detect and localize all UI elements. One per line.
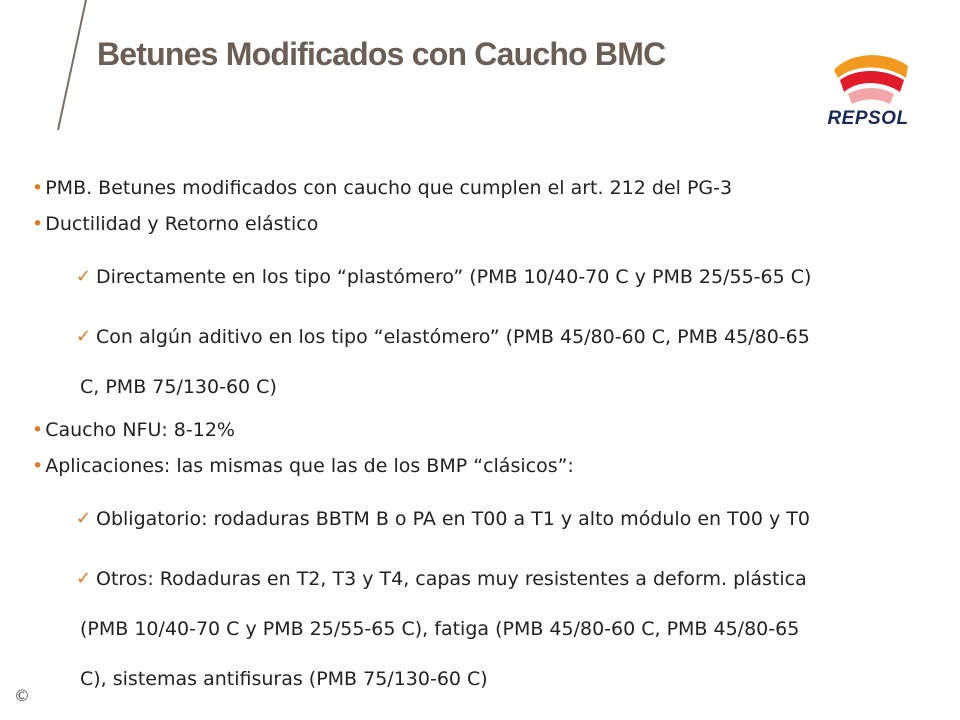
checkmark-icon: ✓ bbox=[76, 266, 92, 287]
slide-title: Betunes Modificados con Caucho BMC bbox=[97, 36, 666, 72]
bullet-dot-icon: • bbox=[32, 455, 44, 477]
bullet-list bbox=[32, 170, 932, 704]
sub-bullet-item: ✓ Otros: Rodaduras en T2, T3 y T4, capas muy resistentes a deform. plástica (PMB 10/40-70 C y PMB 25/55-65 C), fatiga (PMB 45/80-60 C, PMB 45/80-65 C), sistemas antifisuras (PMB 75/130-60 C) bbox=[32, 554, 932, 704]
checkmark-icon: ✓ bbox=[76, 568, 92, 589]
copyright-mark: © bbox=[14, 686, 30, 705]
bullet-dot-icon: • bbox=[32, 213, 44, 235]
repsol-logo-text: REPSOL bbox=[827, 108, 909, 129]
bullet-item: • Ductilidad y Retorno elástico bbox=[32, 213, 319, 235]
sub-bullet-item: ✓ Obligatorio: rodaduras BBTM B o PA en T00 a T1 y alto módulo en T00 y T0 bbox=[32, 494, 932, 544]
checkmark-icon: ✓ bbox=[76, 326, 92, 347]
bullet-dot-icon: • bbox=[32, 177, 44, 199]
checkmark-icon: ✓ bbox=[76, 508, 92, 529]
bullet-item: • PMB. Betunes modificados con caucho que cumplen el art. 212 del PG-3 bbox=[32, 177, 733, 199]
diagonal-divider-line bbox=[0, 0, 100, 140]
repsol-logo bbox=[820, 48, 916, 132]
bullet-dot-icon: • bbox=[32, 419, 44, 441]
bullet-item: • Aplicaciones: las mismas que las de los BMP “clásicos”: bbox=[32, 455, 574, 477]
repsol-logo-mark-icon bbox=[820, 48, 916, 108]
bullet-item: • Caucho NFU: 8-12% bbox=[32, 419, 235, 441]
sub-bullet-item: ✓ Con algún aditivo en los tipo “elastómero” (PMB 45/80-60 C, PMB 45/80-65 C, PMB 75/130-60 C) bbox=[32, 312, 932, 412]
sub-bullet-item: ✓ Directamente en los tipo “plastómero” (PMB 10/40-70 C y PMB 25/55-65 C) bbox=[32, 252, 932, 302]
